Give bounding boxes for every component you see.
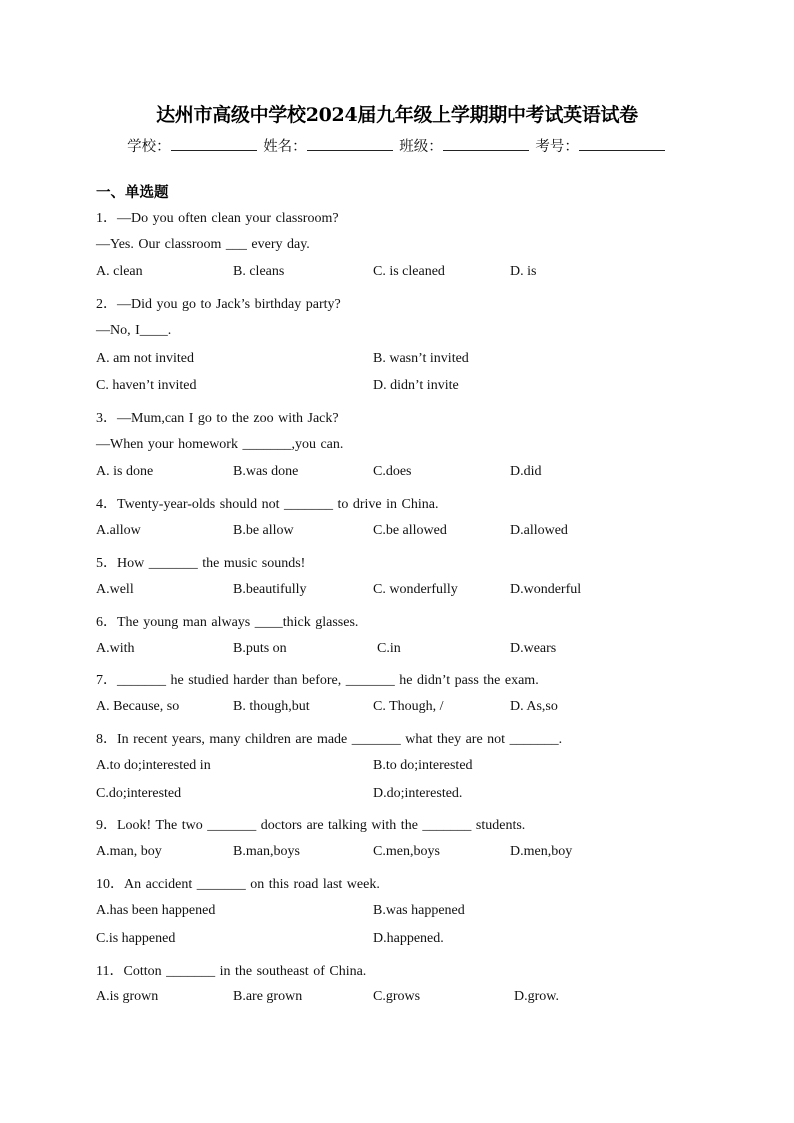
name-label: 姓名： xyxy=(263,139,307,155)
q9-option-c: C.men,boys xyxy=(373,844,440,859)
q11-option-b: B.are grown xyxy=(233,989,303,1004)
question-11 xyxy=(96,960,366,980)
q2-option-c: C. haven’t invited xyxy=(96,378,197,393)
q9-option-a: A.man, boy xyxy=(96,844,162,859)
question-number: 6． xyxy=(96,615,117,630)
question-stem: —Did you go to Jack’s birthday party? xyxy=(117,297,341,312)
q10-option-c: C.is happened xyxy=(96,931,176,946)
school-label: 学校： xyxy=(127,139,171,155)
question-1 xyxy=(96,207,339,227)
question-number: 7． xyxy=(96,673,117,688)
q6-option-a: A.with xyxy=(96,641,135,656)
q4-option-c: C.be allowed xyxy=(373,523,447,538)
q8-option-d: D.do;interested. xyxy=(373,786,463,801)
question-stem: Twenty-year-olds should not _______ to drive in China. xyxy=(117,497,439,512)
question-stem: In recent years, many children are made _______ what they are not _______. xyxy=(117,732,563,747)
name-blank xyxy=(307,138,393,151)
question-9 xyxy=(96,814,525,834)
question-3-line2: —When your homework _______,you can. xyxy=(96,437,344,452)
class-blank xyxy=(443,138,529,151)
question-number: 9． xyxy=(96,818,117,833)
q3-option-c: C.does xyxy=(373,464,412,479)
q2-option-a: A. am not invited xyxy=(96,351,194,366)
q5-option-a: A.well xyxy=(96,582,134,597)
question-number: 11． xyxy=(96,964,124,979)
question-7 xyxy=(96,669,539,689)
exam-number-blank xyxy=(579,138,665,151)
question-stem: Cotton _______ in the southeast of China. xyxy=(123,964,367,979)
q3-option-b: B.was done xyxy=(233,464,299,479)
q5-option-b: B.beautifully xyxy=(233,582,307,597)
q4-option-b: B.be allow xyxy=(233,523,294,538)
q10-option-d: D.happened. xyxy=(373,931,444,946)
exam-number-label: 考号： xyxy=(535,139,579,155)
question-number: 2． xyxy=(96,297,117,312)
question-4 xyxy=(96,493,438,513)
q2-option-b: B. wasn’t invited xyxy=(373,351,469,366)
question-6 xyxy=(96,611,358,631)
question-stem: Look! The two _______ doctors are talking with the _______ students. xyxy=(117,818,526,833)
question-number: 10． xyxy=(96,877,124,892)
student-info-line xyxy=(0,135,794,156)
q9-option-d: D.men,boy xyxy=(510,844,573,859)
q6-option-b: B.puts on xyxy=(233,641,287,656)
question-3 xyxy=(96,407,339,427)
q4-option-a: A.allow xyxy=(96,523,141,538)
question-stem: _______ he studied harder than before, _______ he didn’t pass the exam. xyxy=(117,673,539,688)
question-number: 1． xyxy=(96,211,117,226)
q6-option-c: C.in xyxy=(377,641,401,656)
q10-option-a: A.has been happened xyxy=(96,903,216,918)
q3-option-a: A. is done xyxy=(96,464,154,479)
q1-option-d: D. is xyxy=(510,264,537,279)
question-2-line2: —No, I____. xyxy=(96,323,172,338)
q7-option-a: A. Because, so xyxy=(96,699,180,714)
q4-option-d: D.allowed xyxy=(510,523,568,538)
question-stem: How _______ the music sounds! xyxy=(117,556,306,571)
q8-option-a: A.to do;interested in xyxy=(96,758,211,773)
class-label: 班级： xyxy=(399,139,443,155)
question-10 xyxy=(96,873,380,893)
question-stem: —Mum,can I go to the zoo with Jack? xyxy=(117,411,339,426)
question-stem: The young man always ____thick glasses. xyxy=(117,615,359,630)
question-number: 8． xyxy=(96,732,117,747)
q1-option-a: A. clean xyxy=(96,264,143,279)
q11-option-d: D.grow. xyxy=(514,989,559,1004)
q1-option-c: C. is cleaned xyxy=(373,264,445,279)
question-number: 5． xyxy=(96,556,117,571)
q7-option-c: C. Though, / xyxy=(373,699,444,714)
school-blank xyxy=(171,138,257,151)
q9-option-b: B.man,boys xyxy=(233,844,300,859)
q2-option-d: D. didn’t invite xyxy=(373,378,459,393)
q8-option-c: C.do;interested xyxy=(96,786,182,801)
q8-option-b: B.to do;interested xyxy=(373,758,473,773)
question-5 xyxy=(96,552,305,572)
q3-option-d: D.did xyxy=(510,464,542,479)
question-number: 3． xyxy=(96,411,117,426)
section-heading: 一、单选题 xyxy=(96,185,169,201)
q6-option-d: D.wears xyxy=(510,641,557,656)
q7-option-b: B. though,but xyxy=(233,699,310,714)
question-2 xyxy=(96,293,341,313)
q7-option-d: D. As,so xyxy=(510,699,558,714)
q11-option-c: C.grows xyxy=(373,989,421,1004)
question-stem: An accident _______ on this road last week. xyxy=(124,877,380,892)
question-number: 4． xyxy=(96,497,117,512)
question-1-line2: —Yes. Our classroom ___ every day. xyxy=(96,237,310,252)
q5-option-c: C. wonderfully xyxy=(373,582,458,597)
q11-option-a: A.is grown xyxy=(96,989,159,1004)
q5-option-d: D.wonderful xyxy=(510,582,582,597)
q1-option-b: B. cleans xyxy=(233,264,285,279)
question-stem: —Do you often clean your classroom? xyxy=(117,211,339,226)
q10-option-b: B.was happened xyxy=(373,903,465,918)
page-title: 达州市高级中学校2024届九年级上学期期中考试英语试卷 xyxy=(156,104,638,126)
question-8 xyxy=(96,728,562,748)
